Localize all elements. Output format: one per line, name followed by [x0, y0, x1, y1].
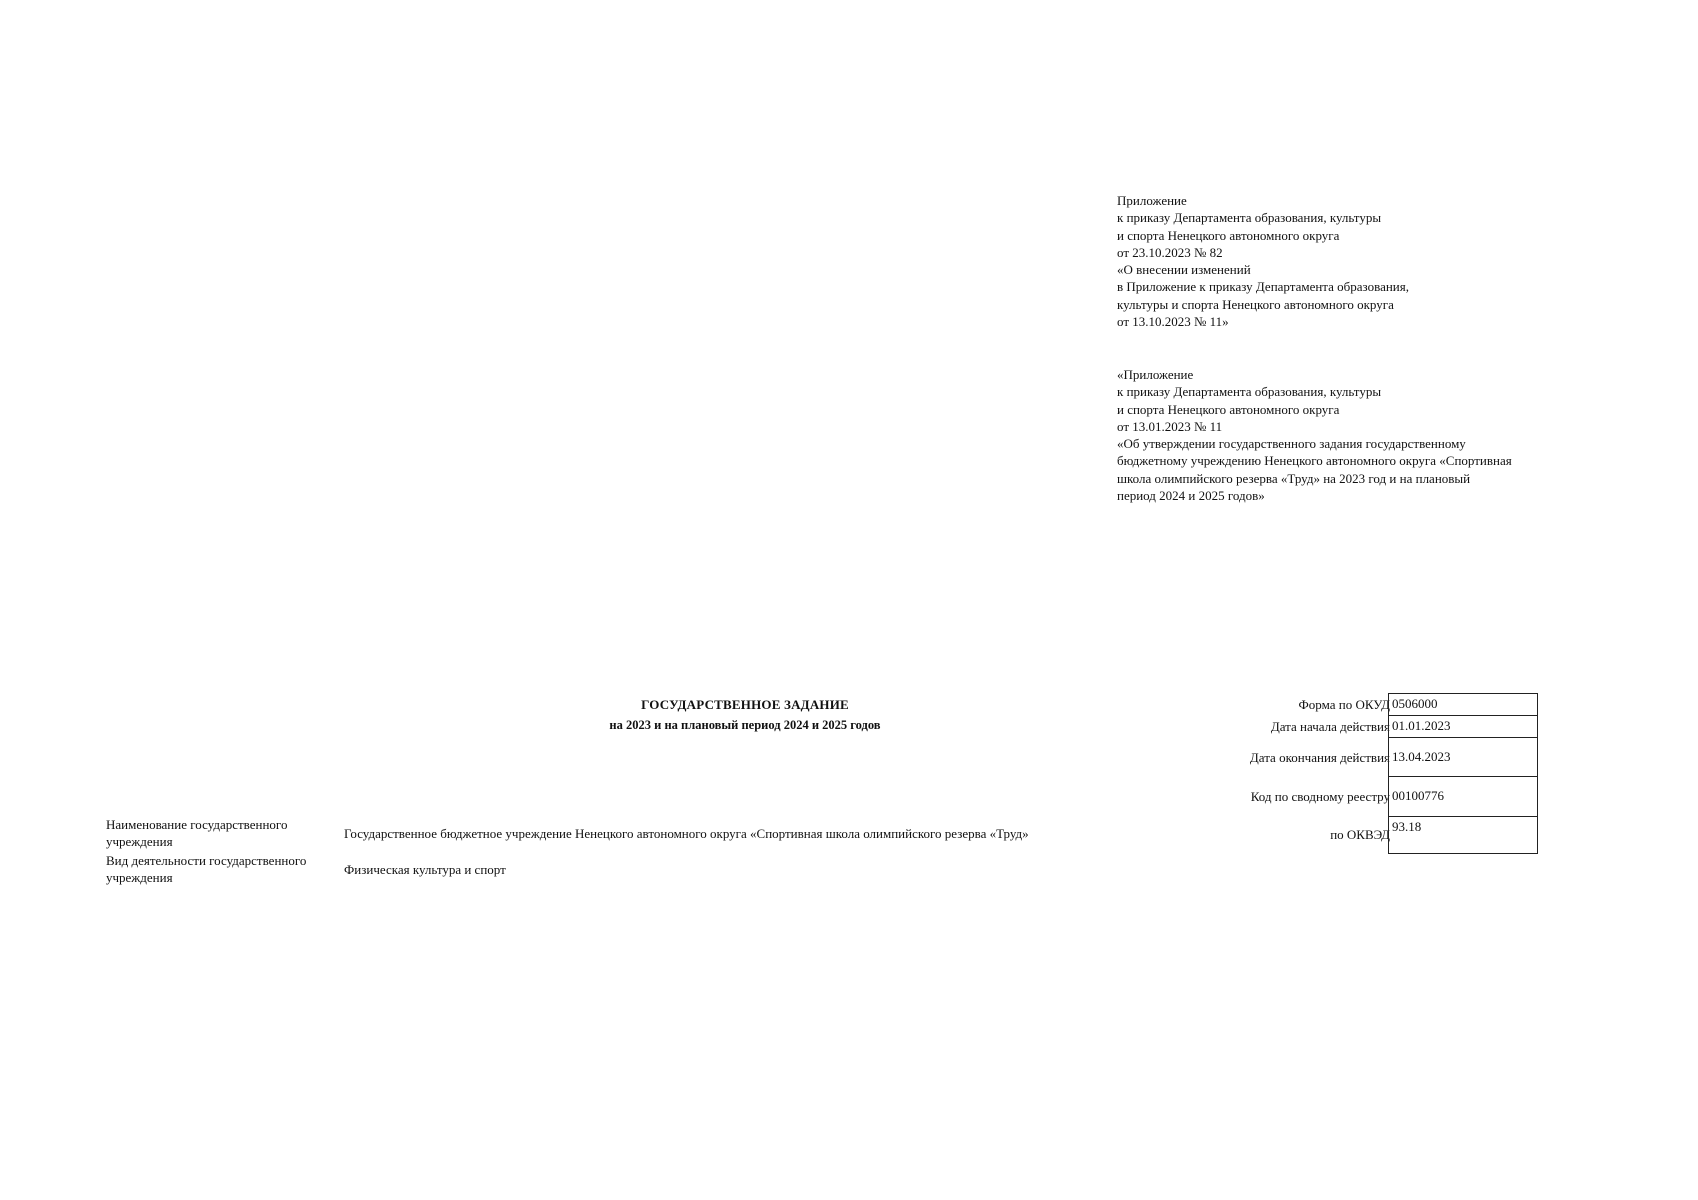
label-line: учреждения — [106, 869, 173, 885]
annex-line: бюджетному учреждению Ненецкого автономного округа «Спортивная — [1117, 453, 1512, 469]
annex-line: Приложение — [1117, 193, 1187, 208]
annex-line: «О внесении изменений — [1117, 262, 1251, 278]
institution-name-label — [106, 817, 287, 850]
activity-type-label — [106, 853, 306, 886]
annex-line: от 23.10.2023 № 82 — [1117, 244, 1223, 260]
okved-label: по ОКВЭД — [1330, 827, 1390, 842]
okud-label: Форма по ОКУД — [1298, 697, 1390, 712]
start-date-label: Дата начала действия — [1270, 719, 1390, 734]
activity-type-value: Физическая культура и спорт — [344, 862, 506, 877]
start-date-value: 01.01.2023 — [1389, 716, 1537, 738]
annex-line: школа олимпийского резерва «Труд» на 2023 год и на плановый — [1117, 470, 1471, 486]
registry-code-label: Код по сводному реестру — [1250, 789, 1390, 804]
document-subtitle: на 2023 и на плановый период 2024 и 2025 годов — [609, 718, 881, 732]
codes-table — [1388, 693, 1538, 854]
annex-original-header — [1117, 366, 1512, 504]
label-line: Наименование государственного — [106, 817, 288, 832]
institution-name-value: Государственное бюджетное учреждение Ненецкого автономного округа «Спортивная школа олимпийского резерва «Труд» — [344, 826, 1029, 841]
annex-line: и спорта Ненецкого автономного округа — [1117, 227, 1340, 243]
annex-line: и спорта Ненецкого автономного округа — [1117, 401, 1340, 417]
annex-line: в Приложение к приказу Департамента образования, — [1117, 279, 1409, 295]
annex-line: «Об утверждении государственного задания государственному — [1117, 436, 1466, 452]
annex-line: от 13.01.2023 № 11 — [1117, 418, 1223, 434]
end-date-value: 13.04.2023 — [1389, 738, 1537, 777]
annex-line: «Приложение — [1117, 367, 1194, 382]
end-date-label: Дата окончания действия — [1249, 750, 1390, 765]
annex-line: от 13.10.2023 № 11» — [1117, 314, 1229, 330]
annex-amendment-header — [1117, 192, 1409, 330]
document-title: ГОСУДАРСТВЕННОЕ ЗАДАНИЕ — [641, 697, 849, 712]
label-line: учреждения — [106, 833, 173, 849]
registry-code-value: 00100776 — [1389, 777, 1537, 817]
okved-code: 93.18 — [1392, 819, 1422, 834]
annex-line: период 2024 и 2025 годов» — [1117, 488, 1265, 504]
annex-line: культуры и спорта Ненецкого автономного округа — [1117, 296, 1394, 312]
okud-code: 0506000 — [1389, 694, 1537, 716]
annex-line: к приказу Департамента образования, культуры — [1117, 210, 1382, 226]
label-line: Вид деятельности государственного — [106, 853, 307, 868]
annex-line: к приказу Департамента образования, культуры — [1117, 384, 1382, 400]
